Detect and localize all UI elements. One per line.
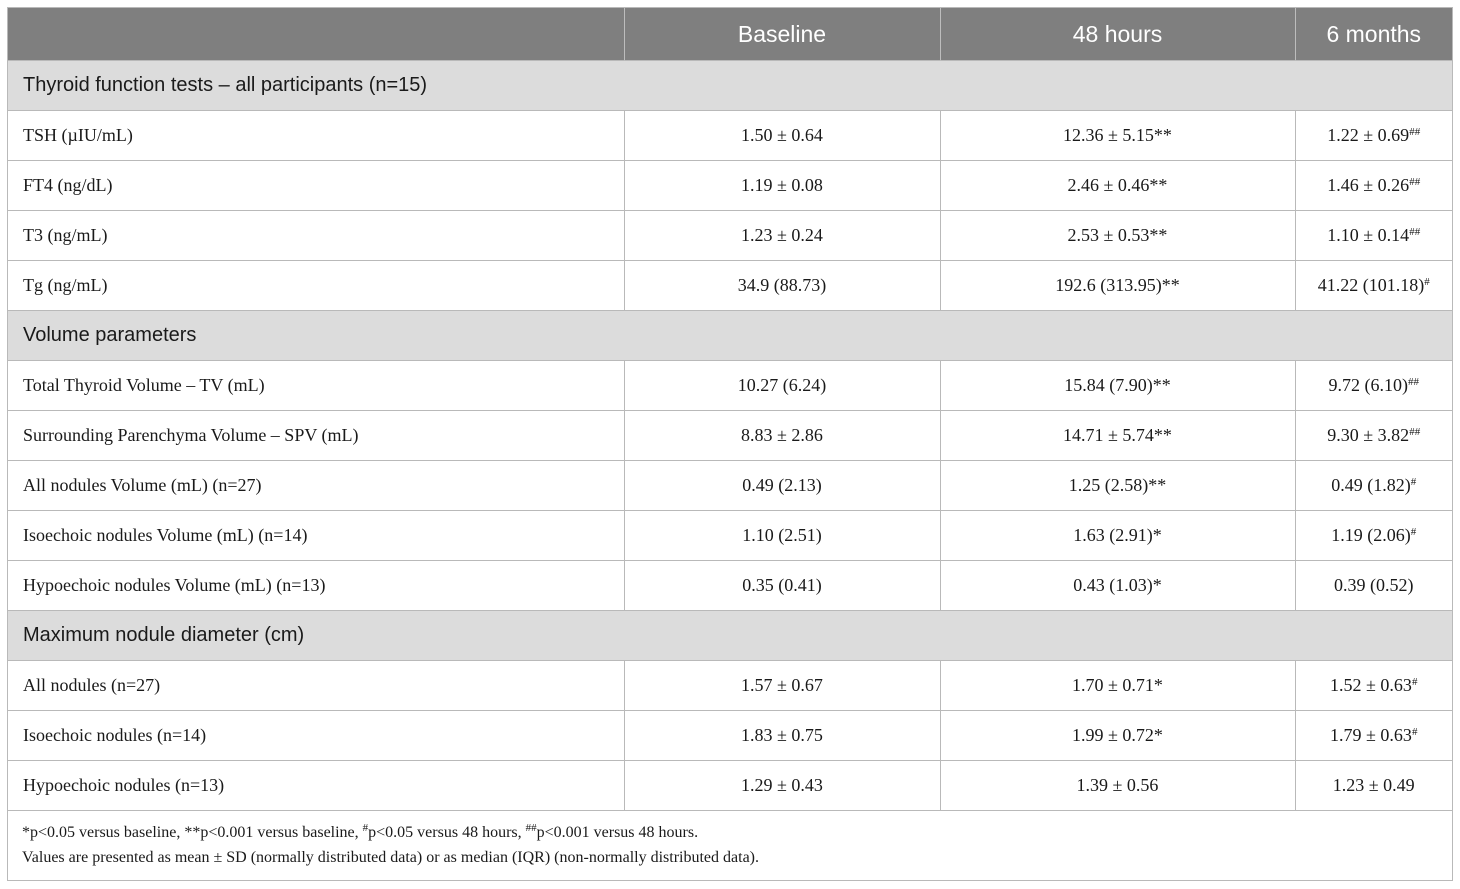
footnote-data-presentation: Values are presented as mean ± SD (normally distributed data) or as median (IQR) (non-normally distributed data).	[22, 849, 760, 866]
cell-48-hours: 1.99 ± 0.72*	[940, 711, 1295, 761]
cell-6-months-value: 1.23 ± 0.49	[1332, 775, 1415, 795]
cell-48-hours: 0.43 (1.03)*	[940, 561, 1295, 611]
row-label: Hypoechoic nodules Volume (mL) (n=13)	[8, 561, 624, 611]
section-row	[8, 611, 1452, 661]
table-row	[8, 711, 1452, 761]
cell-6-months-value: 1.22 ± 0.69	[1327, 125, 1410, 145]
cell-6-months	[1295, 211, 1452, 261]
header-6-months: 6 months	[1295, 8, 1452, 61]
table-row	[8, 661, 1452, 711]
table-row	[8, 761, 1452, 811]
table-body	[8, 61, 1452, 811]
cell-6-months	[1295, 111, 1452, 161]
cell-6-months-significance: ##	[1409, 126, 1421, 138]
cell-baseline: 1.29 ± 0.43	[624, 761, 940, 811]
header-baseline: Baseline	[624, 8, 940, 61]
row-label: Surrounding Parenchyma Volume – SPV (mL)	[8, 411, 624, 461]
row-label: Isoechoic nodules (n=14)	[8, 711, 624, 761]
row-label: All nodules (n=27)	[8, 661, 624, 711]
table-row	[8, 211, 1452, 261]
cell-48-hours: 14.71 ± 5.74**	[940, 411, 1295, 461]
cell-6-months-value: 9.30 ± 3.82	[1327, 425, 1410, 445]
cell-baseline: 1.23 ± 0.24	[624, 211, 940, 261]
section-title: Maximum nodule diameter (cm)	[8, 611, 1452, 661]
cell-48-hours: 2.53 ± 0.53**	[940, 211, 1295, 261]
cell-baseline: 8.83 ± 2.86	[624, 411, 940, 461]
section-row	[8, 311, 1452, 361]
cell-6-months-significance: ##	[1408, 376, 1419, 388]
section-title: Volume parameters	[8, 311, 1452, 361]
cell-6-months	[1295, 561, 1452, 611]
row-label: FT4 (ng/dL)	[8, 161, 624, 211]
cell-baseline: 0.35 (0.41)	[624, 561, 940, 611]
header-48-hours: 48 hours	[940, 8, 1295, 61]
table-row	[8, 361, 1452, 411]
cell-6-months-significance: ##	[1409, 226, 1421, 238]
cell-6-months	[1295, 411, 1452, 461]
footnote-text: *p<0.05 versus baseline, **p<0.001 versus baseline,	[22, 824, 363, 841]
cell-6-months	[1295, 511, 1452, 561]
footnote-text: p<0.05 versus 48 hours,	[368, 824, 526, 841]
cell-baseline: 1.57 ± 0.67	[624, 661, 940, 711]
table-header	[8, 8, 1452, 61]
cell-6-months-value: 1.46 ± 0.26	[1327, 175, 1410, 195]
cell-48-hours: 1.63 (2.91)*	[940, 511, 1295, 561]
cell-48-hours: 192.6 (313.95)**	[940, 261, 1295, 311]
table-footnote	[8, 810, 1452, 880]
row-label: Isoechoic nodules Volume (mL) (n=14)	[8, 511, 624, 561]
cell-6-months-significance: #	[1410, 476, 1417, 488]
section-row	[8, 61, 1452, 111]
cell-6-months-value: 0.49 (1.82)	[1331, 475, 1411, 495]
cell-baseline: 1.19 ± 0.08	[624, 161, 940, 211]
cell-6-months-significance: ##	[1409, 176, 1421, 188]
results-table	[8, 8, 1452, 810]
cell-6-months	[1295, 161, 1452, 211]
row-label: All nodules Volume (mL) (n=27)	[8, 461, 624, 511]
cell-6-months	[1295, 661, 1452, 711]
table-row	[8, 511, 1452, 561]
cell-baseline: 10.27 (6.24)	[624, 361, 940, 411]
cell-baseline: 34.9 (88.73)	[624, 261, 940, 311]
table-row	[8, 161, 1452, 211]
results-table-container	[7, 7, 1453, 881]
cell-6-months-value: 0.39 (0.52)	[1334, 575, 1414, 595]
table-row	[8, 461, 1452, 511]
cell-baseline: 1.83 ± 0.75	[624, 711, 940, 761]
footnote-significance	[22, 820, 1438, 845]
table-row	[8, 111, 1452, 161]
row-label: TSH (µIU/mL)	[8, 111, 624, 161]
cell-6-months	[1295, 261, 1452, 311]
cell-6-months-value: 1.19 (2.06)	[1331, 525, 1411, 545]
cell-baseline: 1.10 (2.51)	[624, 511, 940, 561]
cell-6-months	[1295, 461, 1452, 511]
cell-6-months	[1295, 361, 1452, 411]
table-row	[8, 561, 1452, 611]
cell-6-months-significance: #	[1411, 676, 1418, 688]
cell-48-hours: 1.39 ± 0.56	[940, 761, 1295, 811]
cell-48-hours: 1.70 ± 0.71*	[940, 661, 1295, 711]
footnote-symbol: #	[362, 822, 369, 834]
table-row	[8, 411, 1452, 461]
cell-6-months-value: 41.22 (101.18)	[1317, 275, 1425, 295]
cell-6-months-value: 1.79 ± 0.63	[1330, 725, 1412, 745]
cell-6-months-value: 1.52 ± 0.63	[1330, 675, 1412, 695]
cell-48-hours: 12.36 ± 5.15**	[940, 111, 1295, 161]
cell-48-hours: 2.46 ± 0.46**	[940, 161, 1295, 211]
footnote-symbol: ##	[525, 822, 537, 834]
cell-baseline: 0.49 (2.13)	[624, 461, 940, 511]
row-label: Total Thyroid Volume – TV (mL)	[8, 361, 624, 411]
cell-6-months-significance: ##	[1409, 426, 1421, 438]
cell-baseline: 1.50 ± 0.64	[624, 111, 940, 161]
cell-6-months-value: 1.10 ± 0.14	[1327, 225, 1410, 245]
cell-6-months-significance: #	[1410, 526, 1417, 538]
cell-6-months-significance: #	[1424, 276, 1430, 288]
section-title: Thyroid function tests – all participants (n=15)	[8, 61, 1452, 111]
table-row	[8, 261, 1452, 311]
cell-6-months-significance: #	[1411, 726, 1418, 738]
row-label: T3 (ng/mL)	[8, 211, 624, 261]
cell-48-hours: 15.84 (7.90)**	[940, 361, 1295, 411]
cell-6-months	[1295, 711, 1452, 761]
cell-6-months-value: 9.72 (6.10)	[1328, 375, 1408, 395]
row-label: Tg (ng/mL)	[8, 261, 624, 311]
row-label: Hypoechoic nodules (n=13)	[8, 761, 624, 811]
cell-48-hours: 1.25 (2.58)**	[940, 461, 1295, 511]
footnote-text: p<0.001 versus 48 hours.	[536, 824, 699, 841]
cell-6-months	[1295, 761, 1452, 811]
header-label-column	[8, 8, 624, 61]
